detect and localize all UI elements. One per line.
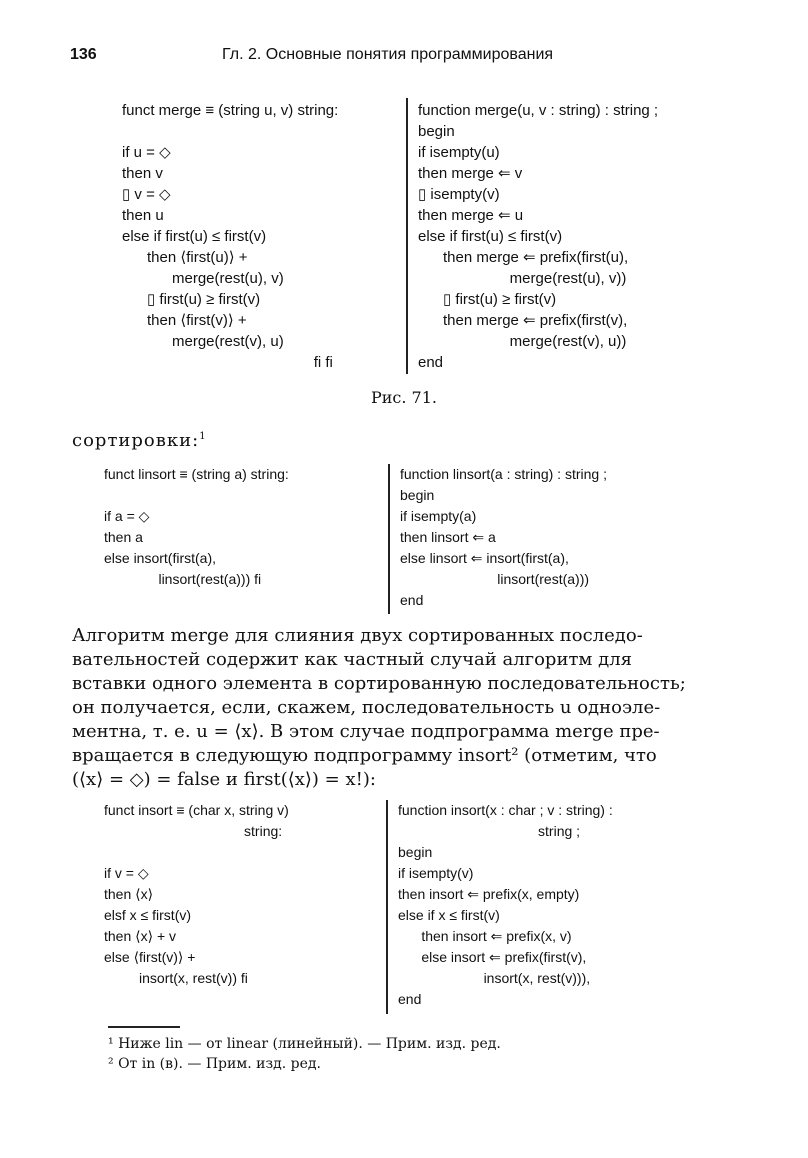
code-line [122, 121, 338, 142]
chapter-title: Гл. 2. Основные понятия программирования [222, 46, 554, 63]
code-line: then linsort ⇐ a [400, 529, 496, 545]
code-line: if isempty(a) [400, 508, 477, 524]
code-line: ▯ first(u) ≥ first(v) [122, 291, 261, 308]
insort-funct-code [104, 800, 289, 989]
code-line: else insort ⇐ prefix(first(v), [398, 949, 587, 965]
paragraph-line: он получается, если, скажем, последовательность u одноэле- [72, 697, 661, 718]
code-line: else if first(u) ≤ first(v) [418, 228, 563, 245]
code-line: then insort ⇐ prefix(x, v) [398, 928, 572, 944]
code-line: insort(x, rest(v)) fi [104, 970, 248, 986]
code-line: then a [104, 529, 143, 545]
code-line: then ⟨x⟩ [104, 886, 154, 902]
code-line: then merge ⇐ u [418, 207, 524, 224]
code-line: funct linsort ≡ (string a) string: [104, 466, 289, 482]
paragraph-line: (⟨x⟩ = ◇) = false и first(⟨x⟩) = x!): [72, 769, 376, 790]
code-line: if isempty(v) [398, 865, 474, 881]
figure-caption: Рис. 71. [370, 388, 437, 407]
page-number: 136 [70, 46, 97, 63]
code-line: insort(x, rest(v))), [398, 970, 591, 986]
code-line: then insort ⇐ prefix(x, empty) [398, 886, 580, 902]
code-line: funct insort ≡ (char x, string v) [104, 802, 289, 818]
code-line: then merge ⇐ prefix(first(v), [418, 312, 628, 329]
footnote-2: ² От in (в). — Прим. изд. ред. [108, 1056, 321, 1072]
code-line: funct merge ≡ (string u, v) string: [122, 102, 339, 119]
linsort-funct-code [104, 464, 289, 590]
code-line: function linsort(a : string) : string ; [400, 466, 607, 482]
code-line: elsf x ≤ first(v) [104, 907, 192, 923]
code-line [104, 485, 289, 506]
code-line: string: [104, 823, 283, 839]
code-line: linsort(rest(a))) [400, 571, 590, 587]
footnote-rule [108, 1026, 180, 1028]
code-line: linsort(rest(a))) fi [104, 571, 262, 587]
code-line: else linsort ⇐ insort(first(a), [400, 550, 569, 566]
code-line: then u [122, 207, 164, 224]
code-line: function merge(u, v : string) : string ; [418, 102, 659, 119]
code-line: merge(rest(u), v) [122, 270, 284, 287]
code-line: string ; [398, 823, 581, 839]
code-line: ▯ isempty(v) [418, 186, 500, 203]
code-line: merge(rest(u), v)) [418, 270, 627, 287]
body-paragraph [72, 624, 712, 792]
code-line: if u = ◇ [122, 144, 171, 161]
code-divider [386, 800, 388, 1014]
code-line: else ⟨first(v)⟩ + [104, 949, 196, 965]
insort-function-code [398, 800, 613, 1010]
code-line: merge(rest(v), u)) [418, 333, 627, 350]
merge-funct-code [122, 100, 338, 373]
code-line: then ⟨first(v)⟩ + [122, 312, 247, 329]
merge-function-code [418, 100, 658, 373]
code-line: begin [418, 123, 455, 140]
code-line: end [398, 991, 422, 1007]
code-line: if v = ◇ [104, 865, 149, 881]
paragraph-line: вставки одного элемента в сортированную последовательность; [72, 673, 686, 694]
footnote-1: ¹ Ниже lin — от linear (линейный). — Прим. изд. ред. [108, 1036, 501, 1052]
code-line: function insort(x : char ; v : string) : [398, 802, 613, 818]
code-line: fi fi [122, 354, 333, 371]
code-line [104, 842, 289, 863]
code-line: else insort(first(a), [104, 550, 217, 566]
code-line: else if first(u) ≤ first(v) [122, 228, 267, 245]
paragraph-line: ментна, т. е. u = ⟨x⟩. В этом случае подпрограмма merge пре- [72, 721, 660, 742]
code-line: else if x ≤ first(v) [398, 907, 500, 923]
code-line: begin [398, 844, 433, 860]
code-line: then ⟨first(u)⟩ + [122, 249, 248, 266]
code-line: then v [122, 165, 163, 182]
code-line: end [418, 354, 444, 371]
sortirovki-text: сортировки:$^1$ [72, 430, 207, 451]
code-divider [388, 464, 390, 614]
code-line: merge(rest(v), u) [122, 333, 284, 350]
code-line: ▯ first(u) ≥ first(v) [418, 291, 557, 308]
code-line: then merge ⇐ prefix(first(u), [418, 249, 629, 266]
paragraph-line: вращается в следующую подпрограмму insort² (отметим, что [72, 745, 657, 766]
paragraph-line: вательностей содержит как частный случай алгоритм для [72, 649, 632, 670]
code-line: if isempty(u) [418, 144, 500, 161]
page-header [70, 46, 710, 70]
code-line: ▯ v = ◇ [122, 186, 171, 203]
paragraph-line: Алгоритм merge для слияния двух сортированных последо- [72, 625, 643, 646]
code-line: then ⟨x⟩ + v [104, 928, 177, 944]
code-line: begin [400, 487, 435, 503]
code-line: then merge ⇐ v [418, 165, 523, 182]
code-line: end [400, 592, 424, 608]
linsort-function-code [400, 464, 607, 611]
code-divider [406, 98, 408, 374]
code-line: if a = ◇ [104, 508, 150, 524]
